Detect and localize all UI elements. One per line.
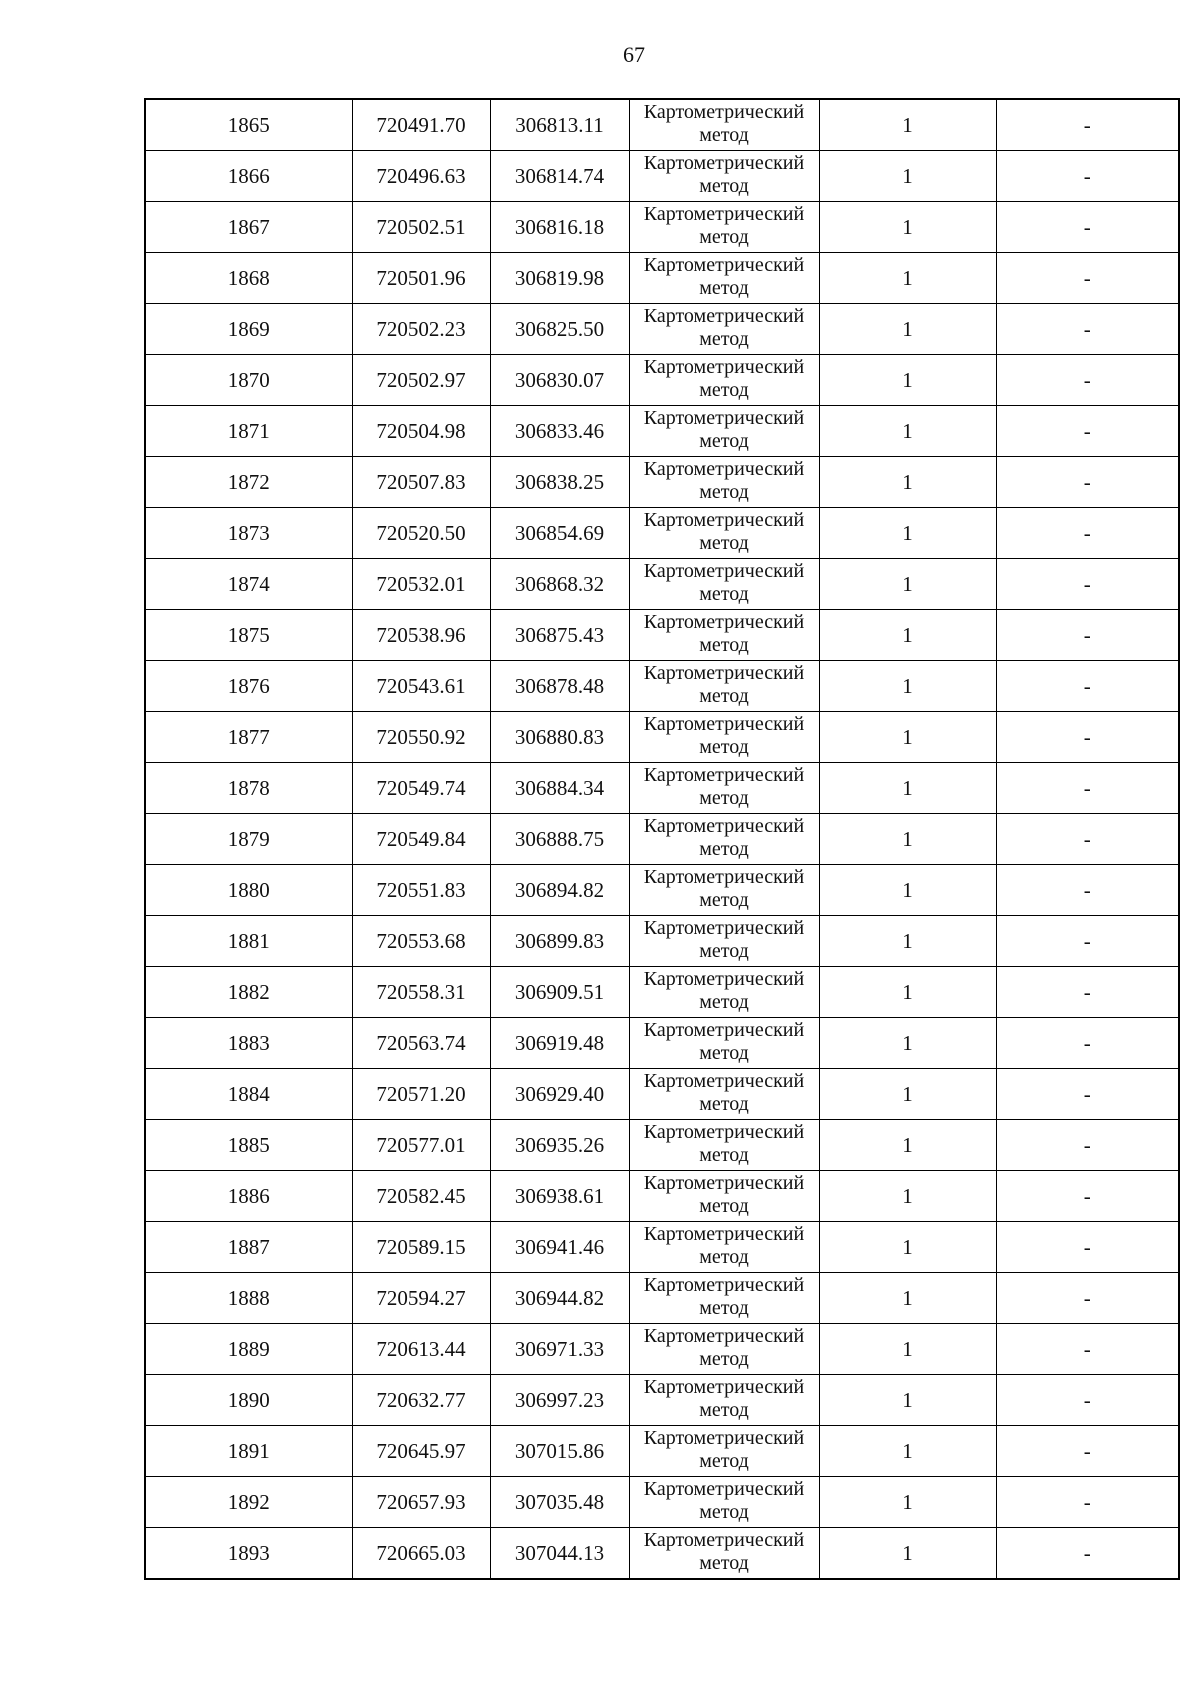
y-coordinate-cell: 306899.83 [490,916,629,967]
y-coordinate-cell: 306833.46 [490,406,629,457]
point-number-cell: 1879 [145,814,352,865]
point-number-cell: 1868 [145,253,352,304]
note-cell: - [996,457,1179,508]
y-coordinate-cell: 306888.75 [490,814,629,865]
method-cell: Картометрический метод [629,1324,819,1375]
method-cell: Картометрический метод [629,610,819,661]
y-coordinate-cell: 306838.25 [490,457,629,508]
table-row [145,355,1179,406]
value-cell: 1 [819,763,996,814]
value-cell: 1 [819,559,996,610]
value-cell: 1 [819,253,996,304]
value-cell: 1 [819,865,996,916]
method-cell: Картометрический метод [629,661,819,712]
note-cell: - [996,1018,1179,1069]
value-cell: 1 [819,1222,996,1273]
method-cell: Картометрический метод [629,763,819,814]
y-coordinate-cell: 306997.23 [490,1375,629,1426]
table-row [145,1528,1179,1580]
value-cell: 1 [819,1375,996,1426]
point-number-cell: 1867 [145,202,352,253]
table-row [145,1120,1179,1171]
y-coordinate-cell: 306825.50 [490,304,629,355]
table-row [145,1324,1179,1375]
table-row [145,457,1179,508]
y-coordinate-cell: 306880.83 [490,712,629,763]
y-coordinate-cell: 306971.33 [490,1324,629,1375]
point-number-cell: 1876 [145,661,352,712]
table-row [145,151,1179,202]
method-cell: Картометрический метод [629,865,819,916]
point-number-cell: 1869 [145,304,352,355]
value-cell: 1 [819,355,996,406]
point-number-cell: 1870 [145,355,352,406]
note-cell: - [996,253,1179,304]
table-row [145,1426,1179,1477]
table-row [145,814,1179,865]
coordinates-table [144,98,1180,1580]
point-number-cell: 1871 [145,406,352,457]
point-number-cell: 1889 [145,1324,352,1375]
x-coordinate-cell: 720645.97 [352,1426,490,1477]
coordinates-table-body [145,99,1179,1579]
table-row [145,916,1179,967]
value-cell: 1 [819,508,996,559]
table-row [145,559,1179,610]
point-number-cell: 1866 [145,151,352,202]
value-cell: 1 [819,1018,996,1069]
x-coordinate-cell: 720549.84 [352,814,490,865]
y-coordinate-cell: 306929.40 [490,1069,629,1120]
point-number-cell: 1878 [145,763,352,814]
method-cell: Картометрический метод [629,1477,819,1528]
y-coordinate-cell: 306875.43 [490,610,629,661]
point-number-cell: 1875 [145,610,352,661]
note-cell: - [996,559,1179,610]
method-cell: Картометрический метод [629,916,819,967]
table-row [145,99,1179,151]
point-number-cell: 1877 [145,712,352,763]
note-cell: - [996,763,1179,814]
value-cell: 1 [819,712,996,763]
x-coordinate-cell: 720549.74 [352,763,490,814]
note-cell: - [996,1477,1179,1528]
x-coordinate-cell: 720496.63 [352,151,490,202]
table-row [145,661,1179,712]
point-number-cell: 1888 [145,1273,352,1324]
note-cell: - [996,508,1179,559]
note-cell: - [996,1069,1179,1120]
y-coordinate-cell: 306935.26 [490,1120,629,1171]
method-cell: Картометрический метод [629,1426,819,1477]
point-number-cell: 1883 [145,1018,352,1069]
x-coordinate-cell: 720550.92 [352,712,490,763]
table-row [145,1273,1179,1324]
y-coordinate-cell: 306854.69 [490,508,629,559]
note-cell: - [996,1222,1179,1273]
value-cell: 1 [819,967,996,1018]
x-coordinate-cell: 720589.15 [352,1222,490,1273]
x-coordinate-cell: 720553.68 [352,916,490,967]
x-coordinate-cell: 720571.20 [352,1069,490,1120]
y-coordinate-cell: 306884.34 [490,763,629,814]
note-cell: - [996,99,1179,151]
note-cell: - [996,1528,1179,1580]
value-cell: 1 [819,1120,996,1171]
table-row [145,202,1179,253]
x-coordinate-cell: 720657.93 [352,1477,490,1528]
point-number-cell: 1882 [145,967,352,1018]
value-cell: 1 [819,610,996,661]
page-number: 67 [623,42,645,67]
note-cell: - [996,865,1179,916]
x-coordinate-cell: 720551.83 [352,865,490,916]
y-coordinate-cell: 307035.48 [490,1477,629,1528]
table-row [145,508,1179,559]
x-coordinate-cell: 720665.03 [352,1528,490,1580]
note-cell: - [996,712,1179,763]
method-cell: Картометрический метод [629,304,819,355]
point-number-cell: 1885 [145,1120,352,1171]
method-cell: Картометрический метод [629,1375,819,1426]
table-row [145,967,1179,1018]
x-coordinate-cell: 720501.96 [352,253,490,304]
value-cell: 1 [819,406,996,457]
value-cell: 1 [819,1477,996,1528]
x-coordinate-cell: 720594.27 [352,1273,490,1324]
table-row [145,406,1179,457]
note-cell: - [996,151,1179,202]
x-coordinate-cell: 720563.74 [352,1018,490,1069]
x-coordinate-cell: 720538.96 [352,610,490,661]
table-row [145,712,1179,763]
value-cell: 1 [819,99,996,151]
point-number-cell: 1884 [145,1069,352,1120]
method-cell: Картометрический метод [629,406,819,457]
table-row [145,865,1179,916]
y-coordinate-cell: 306878.48 [490,661,629,712]
table-row [145,763,1179,814]
x-coordinate-cell: 720507.83 [352,457,490,508]
note-cell: - [996,610,1179,661]
x-coordinate-cell: 720502.23 [352,304,490,355]
x-coordinate-cell: 720558.31 [352,967,490,1018]
value-cell: 1 [819,1069,996,1120]
note-cell: - [996,967,1179,1018]
note-cell: - [996,1120,1179,1171]
method-cell: Картометрический метод [629,1528,819,1580]
value-cell: 1 [819,916,996,967]
point-number-cell: 1873 [145,508,352,559]
x-coordinate-cell: 720504.98 [352,406,490,457]
method-cell: Картометрический метод [629,508,819,559]
method-cell: Картометрический метод [629,814,819,865]
value-cell: 1 [819,661,996,712]
y-coordinate-cell: 306819.98 [490,253,629,304]
method-cell: Картометрический метод [629,457,819,508]
method-cell: Картометрический метод [629,712,819,763]
note-cell: - [996,814,1179,865]
x-coordinate-cell: 720502.51 [352,202,490,253]
value-cell: 1 [819,457,996,508]
y-coordinate-cell: 306909.51 [490,967,629,1018]
x-coordinate-cell: 720532.01 [352,559,490,610]
y-coordinate-cell: 306941.46 [490,1222,629,1273]
point-number-cell: 1893 [145,1528,352,1580]
x-coordinate-cell: 720502.97 [352,355,490,406]
y-coordinate-cell: 306830.07 [490,355,629,406]
value-cell: 1 [819,304,996,355]
point-number-cell: 1890 [145,1375,352,1426]
note-cell: - [996,916,1179,967]
point-number-cell: 1881 [145,916,352,967]
y-coordinate-cell: 306813.11 [490,99,629,151]
table-row [145,1069,1179,1120]
value-cell: 1 [819,814,996,865]
point-number-cell: 1887 [145,1222,352,1273]
method-cell: Картометрический метод [629,1069,819,1120]
x-coordinate-cell: 720577.01 [352,1120,490,1171]
x-coordinate-cell: 720613.44 [352,1324,490,1375]
y-coordinate-cell: 306814.74 [490,151,629,202]
method-cell: Картометрический метод [629,559,819,610]
x-coordinate-cell: 720582.45 [352,1171,490,1222]
table-row [145,304,1179,355]
note-cell: - [996,1324,1179,1375]
y-coordinate-cell: 306868.32 [490,559,629,610]
y-coordinate-cell: 307044.13 [490,1528,629,1580]
note-cell: - [996,1375,1179,1426]
y-coordinate-cell: 306919.48 [490,1018,629,1069]
y-coordinate-cell: 306894.82 [490,865,629,916]
method-cell: Картометрический метод [629,355,819,406]
table-row [145,1171,1179,1222]
method-cell: Картометрический метод [629,1018,819,1069]
method-cell: Картометрический метод [629,1120,819,1171]
method-cell: Картометрический метод [629,99,819,151]
value-cell: 1 [819,151,996,202]
x-coordinate-cell: 720520.50 [352,508,490,559]
x-coordinate-cell: 720491.70 [352,99,490,151]
note-cell: - [996,304,1179,355]
y-coordinate-cell: 307015.86 [490,1426,629,1477]
note-cell: - [996,202,1179,253]
method-cell: Картометрический метод [629,151,819,202]
value-cell: 1 [819,202,996,253]
value-cell: 1 [819,1426,996,1477]
note-cell: - [996,355,1179,406]
y-coordinate-cell: 306944.82 [490,1273,629,1324]
method-cell: Картометрический метод [629,967,819,1018]
point-number-cell: 1891 [145,1426,352,1477]
note-cell: - [996,661,1179,712]
point-number-cell: 1886 [145,1171,352,1222]
x-coordinate-cell: 720543.61 [352,661,490,712]
x-coordinate-cell: 720632.77 [352,1375,490,1426]
note-cell: - [996,406,1179,457]
method-cell: Картометрический метод [629,1222,819,1273]
table-row [145,1018,1179,1069]
point-number-cell: 1880 [145,865,352,916]
y-coordinate-cell: 306938.61 [490,1171,629,1222]
table-row [145,1375,1179,1426]
value-cell: 1 [819,1324,996,1375]
point-number-cell: 1872 [145,457,352,508]
value-cell: 1 [819,1528,996,1580]
point-number-cell: 1865 [145,99,352,151]
table-row [145,610,1179,661]
table-row [145,1477,1179,1528]
method-cell: Картометрический метод [629,202,819,253]
point-number-cell: 1874 [145,559,352,610]
y-coordinate-cell: 306816.18 [490,202,629,253]
note-cell: - [996,1171,1179,1222]
table-row [145,253,1179,304]
value-cell: 1 [819,1273,996,1324]
point-number-cell: 1892 [145,1477,352,1528]
table-row [145,1222,1179,1273]
method-cell: Картометрический метод [629,1171,819,1222]
method-cell: Картометрический метод [629,253,819,304]
method-cell: Картометрический метод [629,1273,819,1324]
note-cell: - [996,1273,1179,1324]
value-cell: 1 [819,1171,996,1222]
note-cell: - [996,1426,1179,1477]
